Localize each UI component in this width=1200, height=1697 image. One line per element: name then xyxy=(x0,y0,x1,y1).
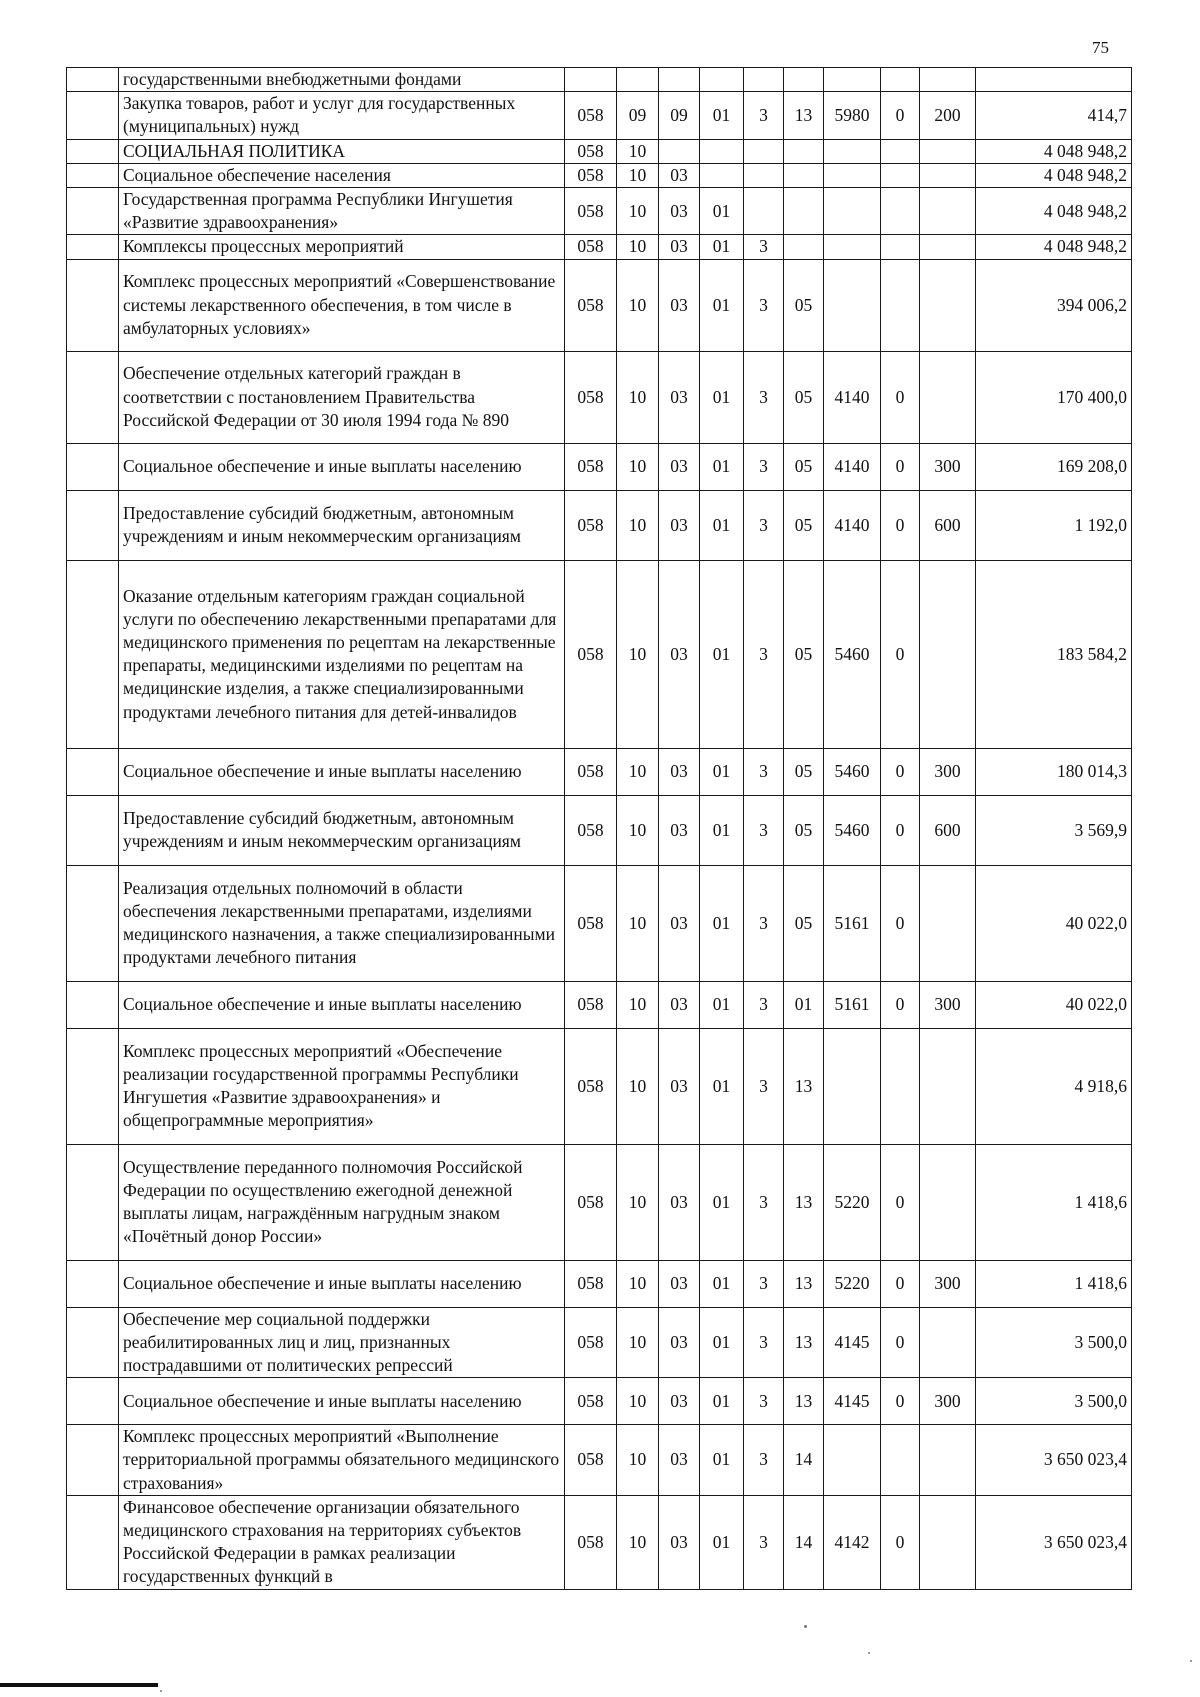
code-cell-4: 01 xyxy=(700,748,744,795)
code-cell-8: 0 xyxy=(881,795,920,865)
code-cell-2: 10 xyxy=(617,1425,659,1496)
code-cell-9 xyxy=(920,1425,976,1496)
code-cell-2: 10 xyxy=(617,490,659,560)
code-cell-8 xyxy=(881,188,920,235)
code-cell-1: 058 xyxy=(565,351,617,443)
code-cell-1: 058 xyxy=(565,1260,617,1307)
table-row xyxy=(67,188,1132,235)
scan-speck xyxy=(160,1690,162,1692)
code-cell-2: 10 xyxy=(617,443,659,490)
row-number-cell xyxy=(67,68,119,92)
row-number-cell xyxy=(67,235,119,259)
row-description: Обеспечение мер социальной поддержки реабилитированных лиц и лиц, признанных пострадавшими от политических репрессий xyxy=(119,1307,565,1378)
row-description: Финансовое обеспечение организации обязательного медицинского страхования на территориях субъектов Российской Федерации в рамках реализации государственных функций в xyxy=(119,1495,565,1589)
code-cell-8: 0 xyxy=(881,1144,920,1260)
code-cell-2: 10 xyxy=(617,1495,659,1589)
code-cell-9 xyxy=(920,188,976,235)
table-row xyxy=(67,163,1132,187)
row-number-cell xyxy=(67,981,119,1028)
code-cell-6: 05 xyxy=(784,865,824,981)
code-cell-2: 10 xyxy=(617,748,659,795)
code-cell-1: 058 xyxy=(565,1425,617,1496)
table-row xyxy=(67,351,1132,443)
code-cell-6: 05 xyxy=(784,490,824,560)
code-cell-5: 3 xyxy=(744,443,784,490)
row-description: государственными внебюджетными фондами xyxy=(119,68,565,92)
code-cell-3: 03 xyxy=(659,163,700,187)
code-cell-8: 0 xyxy=(881,748,920,795)
row-description: Комплексы процессных мероприятий xyxy=(119,235,565,259)
table-row xyxy=(67,865,1132,981)
page-number: 75 xyxy=(1092,38,1109,57)
code-cell-3: 03 xyxy=(659,1378,700,1425)
amount-cell: 394 006,2 xyxy=(976,259,1132,351)
code-cell-3: 03 xyxy=(659,981,700,1028)
code-cell-7: 4142 xyxy=(824,1495,881,1589)
table-row xyxy=(67,795,1132,865)
code-cell-3: 03 xyxy=(659,351,700,443)
table-row xyxy=(67,490,1132,560)
code-cell-9 xyxy=(920,235,976,259)
code-cell-8: 0 xyxy=(881,1307,920,1378)
row-description: Социальное обеспечение и иные выплаты населению xyxy=(119,748,565,795)
code-cell-3: 03 xyxy=(659,865,700,981)
code-cell-7: 5460 xyxy=(824,795,881,865)
code-cell-3: 03 xyxy=(659,748,700,795)
code-cell-9 xyxy=(920,68,976,92)
table-row xyxy=(67,139,1132,163)
code-cell-9: 300 xyxy=(920,981,976,1028)
code-cell-5: 3 xyxy=(744,1425,784,1496)
code-cell-9 xyxy=(920,865,976,981)
code-cell-6: 13 xyxy=(784,1028,824,1144)
amount-cell xyxy=(976,68,1132,92)
code-cell-9 xyxy=(920,1307,976,1378)
code-cell-8 xyxy=(881,259,920,351)
code-cell-2: 09 xyxy=(617,92,659,139)
code-cell-7 xyxy=(824,259,881,351)
code-cell-6 xyxy=(784,68,824,92)
code-cell-1: 058 xyxy=(565,748,617,795)
row-description: Предоставление субсидий бюджетным, автономным учреждениям и иным некоммерческим организациям xyxy=(119,795,565,865)
code-cell-9 xyxy=(920,1028,976,1144)
amount-cell: 169 208,0 xyxy=(976,443,1132,490)
code-cell-2: 10 xyxy=(617,1260,659,1307)
code-cell-4: 01 xyxy=(700,795,744,865)
code-cell-2: 10 xyxy=(617,1028,659,1144)
code-cell-6: 13 xyxy=(784,1260,824,1307)
code-cell-6: 13 xyxy=(784,1378,824,1425)
code-cell-5: 3 xyxy=(744,1378,784,1425)
amount-cell: 40 022,0 xyxy=(976,981,1132,1028)
code-cell-5 xyxy=(744,188,784,235)
code-cell-8 xyxy=(881,68,920,92)
code-cell-2: 10 xyxy=(617,163,659,187)
code-cell-9 xyxy=(920,1495,976,1589)
code-cell-7 xyxy=(824,235,881,259)
code-cell-8: 0 xyxy=(881,443,920,490)
row-number-cell xyxy=(67,1378,119,1425)
row-number-cell xyxy=(67,795,119,865)
row-number-cell xyxy=(67,92,119,139)
table-row xyxy=(67,748,1132,795)
table-row xyxy=(67,1495,1132,1589)
code-cell-3 xyxy=(659,68,700,92)
row-number-cell xyxy=(67,560,119,748)
code-cell-4: 01 xyxy=(700,443,744,490)
code-cell-1: 058 xyxy=(565,235,617,259)
code-cell-4: 01 xyxy=(700,1260,744,1307)
row-number-cell xyxy=(67,351,119,443)
amount-cell: 170 400,0 xyxy=(976,351,1132,443)
code-cell-8: 0 xyxy=(881,865,920,981)
code-cell-6: 14 xyxy=(784,1495,824,1589)
code-cell-3: 03 xyxy=(659,443,700,490)
table-row xyxy=(67,235,1132,259)
amount-cell: 40 022,0 xyxy=(976,865,1132,981)
code-cell-4: 01 xyxy=(700,490,744,560)
code-cell-3: 03 xyxy=(659,259,700,351)
amount-cell: 4 048 948,2 xyxy=(976,139,1132,163)
table-row xyxy=(67,1144,1132,1260)
code-cell-7: 5161 xyxy=(824,981,881,1028)
code-cell-4: 01 xyxy=(700,92,744,139)
code-cell-2: 10 xyxy=(617,795,659,865)
code-cell-3: 03 xyxy=(659,795,700,865)
amount-cell: 3 500,0 xyxy=(976,1307,1132,1378)
code-cell-7: 4140 xyxy=(824,490,881,560)
code-cell-6: 05 xyxy=(784,748,824,795)
table-row xyxy=(67,259,1132,351)
code-cell-1: 058 xyxy=(565,795,617,865)
table-row xyxy=(67,1307,1132,1378)
amount-cell: 3 650 023,4 xyxy=(976,1425,1132,1496)
code-cell-3: 09 xyxy=(659,92,700,139)
row-number-cell xyxy=(67,139,119,163)
code-cell-7: 5460 xyxy=(824,560,881,748)
code-cell-7: 5460 xyxy=(824,748,881,795)
code-cell-3: 03 xyxy=(659,235,700,259)
code-cell-8: 0 xyxy=(881,981,920,1028)
code-cell-2: 10 xyxy=(617,259,659,351)
amount-cell: 180 014,3 xyxy=(976,748,1132,795)
code-cell-6: 05 xyxy=(784,351,824,443)
code-cell-6 xyxy=(784,235,824,259)
code-cell-8: 0 xyxy=(881,490,920,560)
code-cell-6: 13 xyxy=(784,1144,824,1260)
code-cell-4: 01 xyxy=(700,1378,744,1425)
code-cell-4: 01 xyxy=(700,560,744,748)
code-cell-6: 13 xyxy=(784,92,824,139)
table-row xyxy=(67,981,1132,1028)
code-cell-5: 3 xyxy=(744,795,784,865)
row-number-cell xyxy=(67,443,119,490)
code-cell-5: 3 xyxy=(744,1144,784,1260)
code-cell-5: 3 xyxy=(744,1495,784,1589)
code-cell-4 xyxy=(700,163,744,187)
code-cell-8 xyxy=(881,1028,920,1144)
code-cell-4: 01 xyxy=(700,235,744,259)
table-row xyxy=(67,443,1132,490)
code-cell-6: 01 xyxy=(784,981,824,1028)
code-cell-6: 05 xyxy=(784,443,824,490)
code-cell-5: 3 xyxy=(744,865,784,981)
scan-speck xyxy=(804,1625,807,1628)
row-number-cell xyxy=(67,1028,119,1144)
amount-cell: 414,7 xyxy=(976,92,1132,139)
row-description: Социальное обеспечение и иные выплаты населению xyxy=(119,1260,565,1307)
code-cell-8 xyxy=(881,139,920,163)
code-cell-3: 03 xyxy=(659,1028,700,1144)
row-description: Социальное обеспечение и иные выплаты населению xyxy=(119,981,565,1028)
amount-cell: 3 650 023,4 xyxy=(976,1495,1132,1589)
code-cell-7: 4140 xyxy=(824,443,881,490)
code-cell-1: 058 xyxy=(565,188,617,235)
code-cell-1: 058 xyxy=(565,560,617,748)
code-cell-7: 4145 xyxy=(824,1307,881,1378)
code-cell-5: 3 xyxy=(744,560,784,748)
code-cell-9: 300 xyxy=(920,1260,976,1307)
row-description: Комплекс процессных мероприятий «Совершенствование системы лекарственного обеспечения, в том числе в амбулаторных условиях» xyxy=(119,259,565,351)
scan-speck xyxy=(868,1652,870,1654)
code-cell-7: 4145 xyxy=(824,1378,881,1425)
table-row xyxy=(67,1378,1132,1425)
code-cell-2: 10 xyxy=(617,235,659,259)
code-cell-7 xyxy=(824,1028,881,1144)
row-number-cell xyxy=(67,259,119,351)
code-cell-6: 05 xyxy=(784,259,824,351)
code-cell-7 xyxy=(824,139,881,163)
row-description: Обеспечение отдельных категорий граждан в соответствии с постановлением Правительства Российской Федерации от 30 июля 1994 года № 890 xyxy=(119,351,565,443)
amount-cell: 4 048 948,2 xyxy=(976,188,1132,235)
amount-cell: 4 048 948,2 xyxy=(976,163,1132,187)
code-cell-8 xyxy=(881,163,920,187)
code-cell-6 xyxy=(784,188,824,235)
amount-cell: 1 192,0 xyxy=(976,490,1132,560)
row-number-cell xyxy=(67,1144,119,1260)
amount-cell: 3 500,0 xyxy=(976,1378,1132,1425)
code-cell-9: 600 xyxy=(920,795,976,865)
code-cell-8: 0 xyxy=(881,1495,920,1589)
code-cell-7 xyxy=(824,188,881,235)
code-cell-4: 01 xyxy=(700,188,744,235)
amount-cell: 1 418,6 xyxy=(976,1144,1132,1260)
code-cell-5: 3 xyxy=(744,981,784,1028)
code-cell-1: 058 xyxy=(565,1144,617,1260)
row-number-cell xyxy=(67,748,119,795)
row-description: Реализация отдельных полномочий в области обеспечения лекарственными препаратами, изделиями медицинского назначения, а также специализированными продуктами лечебного питания xyxy=(119,865,565,981)
amount-cell: 4 918,6 xyxy=(976,1028,1132,1144)
row-description: Закупка товаров, работ и услуг для государственных (муниципальных) нужд xyxy=(119,92,565,139)
table-row xyxy=(67,1260,1132,1307)
code-cell-5 xyxy=(744,163,784,187)
code-cell-4: 01 xyxy=(700,1425,744,1496)
code-cell-5: 3 xyxy=(744,351,784,443)
row-number-cell xyxy=(67,490,119,560)
code-cell-9 xyxy=(920,163,976,187)
row-description: Осуществление переданного полномочия Российской Федерации по осуществлению ежегодной денежной выплаты лицам, награждённым нагрудным знаком «Почётный донор России» xyxy=(119,1144,565,1260)
row-number-cell xyxy=(67,1260,119,1307)
scan-edge-mark xyxy=(0,1683,158,1687)
row-number-cell xyxy=(67,1307,119,1378)
code-cell-4: 01 xyxy=(700,1028,744,1144)
code-cell-7: 5980 xyxy=(824,92,881,139)
code-cell-3: 03 xyxy=(659,188,700,235)
row-description: Комплекс процессных мероприятий «Выполнение территориальной программы обязательного медицинского страхования» xyxy=(119,1425,565,1496)
code-cell-8: 0 xyxy=(881,351,920,443)
row-number-cell xyxy=(67,1425,119,1496)
code-cell-4: 01 xyxy=(700,259,744,351)
code-cell-7: 5220 xyxy=(824,1260,881,1307)
code-cell-3: 03 xyxy=(659,560,700,748)
row-description: Оказание отдельным категориям граждан социальной услуги по обеспечению лекарственными препаратами для медицинского применения по рецептам на лекарственные препараты, медицинскими изделиями по рецептам на медицинские изделия, а также специализированными продуктами лечебного питания для детей-инвалидов xyxy=(119,560,565,748)
code-cell-5: 3 xyxy=(744,235,784,259)
row-number-cell xyxy=(67,865,119,981)
code-cell-1: 058 xyxy=(565,1028,617,1144)
code-cell-9 xyxy=(920,560,976,748)
row-number-cell xyxy=(67,1495,119,1589)
code-cell-1: 058 xyxy=(565,865,617,981)
code-cell-1: 058 xyxy=(565,981,617,1028)
code-cell-9 xyxy=(920,139,976,163)
amount-cell: 183 584,2 xyxy=(976,560,1132,748)
code-cell-3: 03 xyxy=(659,1425,700,1496)
code-cell-2: 10 xyxy=(617,1307,659,1378)
code-cell-4: 01 xyxy=(700,1307,744,1378)
code-cell-3 xyxy=(659,139,700,163)
code-cell-6: 05 xyxy=(784,560,824,748)
code-cell-3: 03 xyxy=(659,1495,700,1589)
code-cell-3: 03 xyxy=(659,1144,700,1260)
code-cell-7: 5220 xyxy=(824,1144,881,1260)
code-cell-7: 4140 xyxy=(824,351,881,443)
code-cell-8: 0 xyxy=(881,560,920,748)
budget-table xyxy=(66,67,1132,1590)
code-cell-4: 01 xyxy=(700,981,744,1028)
scan-speck xyxy=(1190,1660,1192,1662)
code-cell-4: 01 xyxy=(700,1495,744,1589)
code-cell-4: 01 xyxy=(700,1144,744,1260)
code-cell-5: 3 xyxy=(744,1028,784,1144)
code-cell-5: 3 xyxy=(744,1307,784,1378)
code-cell-8 xyxy=(881,235,920,259)
row-description: Социальное обеспечение и иные выплаты населению xyxy=(119,1378,565,1425)
code-cell-9 xyxy=(920,351,976,443)
code-cell-8: 0 xyxy=(881,1260,920,1307)
code-cell-5: 3 xyxy=(744,259,784,351)
code-cell-9: 600 xyxy=(920,490,976,560)
code-cell-1: 058 xyxy=(565,490,617,560)
code-cell-1: 058 xyxy=(565,1495,617,1589)
code-cell-5: 3 xyxy=(744,490,784,560)
code-cell-1: 058 xyxy=(565,259,617,351)
code-cell-2: 10 xyxy=(617,560,659,748)
code-cell-5: 3 xyxy=(744,1260,784,1307)
code-cell-9: 300 xyxy=(920,1378,976,1425)
row-description: Комплекс процессных мероприятий «Обеспечение реализации государственной программы Республики Ингушетия «Развитие здравоохранения» и общепрограммные мероприятия» xyxy=(119,1028,565,1144)
row-description: Социальное обеспечение и иные выплаты населению xyxy=(119,443,565,490)
code-cell-9 xyxy=(920,1144,976,1260)
code-cell-7 xyxy=(824,1425,881,1496)
table-row xyxy=(67,1425,1132,1496)
code-cell-1 xyxy=(565,68,617,92)
code-cell-6: 13 xyxy=(784,1307,824,1378)
code-cell-6: 14 xyxy=(784,1425,824,1496)
code-cell-8 xyxy=(881,1425,920,1496)
code-cell-6 xyxy=(784,139,824,163)
code-cell-8: 0 xyxy=(881,1378,920,1425)
row-number-cell xyxy=(67,188,119,235)
code-cell-6: 05 xyxy=(784,795,824,865)
amount-cell: 3 569,9 xyxy=(976,795,1132,865)
code-cell-7 xyxy=(824,163,881,187)
code-cell-2: 10 xyxy=(617,139,659,163)
code-cell-3: 03 xyxy=(659,490,700,560)
code-cell-2: 10 xyxy=(617,1144,659,1260)
code-cell-5 xyxy=(744,139,784,163)
code-cell-1: 058 xyxy=(565,1307,617,1378)
code-cell-3: 03 xyxy=(659,1260,700,1307)
code-cell-2: 10 xyxy=(617,865,659,981)
code-cell-4: 01 xyxy=(700,351,744,443)
code-cell-1: 058 xyxy=(565,1378,617,1425)
table-row xyxy=(67,1028,1132,1144)
table-row xyxy=(67,560,1132,748)
table-row xyxy=(67,92,1132,139)
code-cell-2: 10 xyxy=(617,981,659,1028)
code-cell-9 xyxy=(920,259,976,351)
code-cell-9: 300 xyxy=(920,748,976,795)
row-description: Государственная программа Республики Ингушетия «Развитие здравоохранения» xyxy=(119,188,565,235)
code-cell-4: 01 xyxy=(700,865,744,981)
row-description: Социальное обеспечение населения xyxy=(119,163,565,187)
code-cell-3: 03 xyxy=(659,1307,700,1378)
code-cell-1: 058 xyxy=(565,139,617,163)
code-cell-1: 058 xyxy=(565,92,617,139)
code-cell-1: 058 xyxy=(565,163,617,187)
code-cell-5: 3 xyxy=(744,748,784,795)
code-cell-5: 3 xyxy=(744,92,784,139)
code-cell-7 xyxy=(824,68,881,92)
amount-cell: 1 418,6 xyxy=(976,1260,1132,1307)
code-cell-6 xyxy=(784,163,824,187)
code-cell-5 xyxy=(744,68,784,92)
code-cell-8: 0 xyxy=(881,92,920,139)
table-row xyxy=(67,68,1132,92)
code-cell-1: 058 xyxy=(565,443,617,490)
code-cell-2: 10 xyxy=(617,1378,659,1425)
row-description: СОЦИАЛЬНАЯ ПОЛИТИКА xyxy=(119,139,565,163)
code-cell-7: 5161 xyxy=(824,865,881,981)
code-cell-4 xyxy=(700,68,744,92)
row-number-cell xyxy=(67,163,119,187)
code-cell-2: 10 xyxy=(617,351,659,443)
code-cell-9: 300 xyxy=(920,443,976,490)
code-cell-4 xyxy=(700,139,744,163)
row-description: Предоставление субсидий бюджетным, автономным учреждениям и иным некоммерческим организациям xyxy=(119,490,565,560)
amount-cell: 4 048 948,2 xyxy=(976,235,1132,259)
code-cell-2 xyxy=(617,68,659,92)
code-cell-2: 10 xyxy=(617,188,659,235)
code-cell-9: 200 xyxy=(920,92,976,139)
